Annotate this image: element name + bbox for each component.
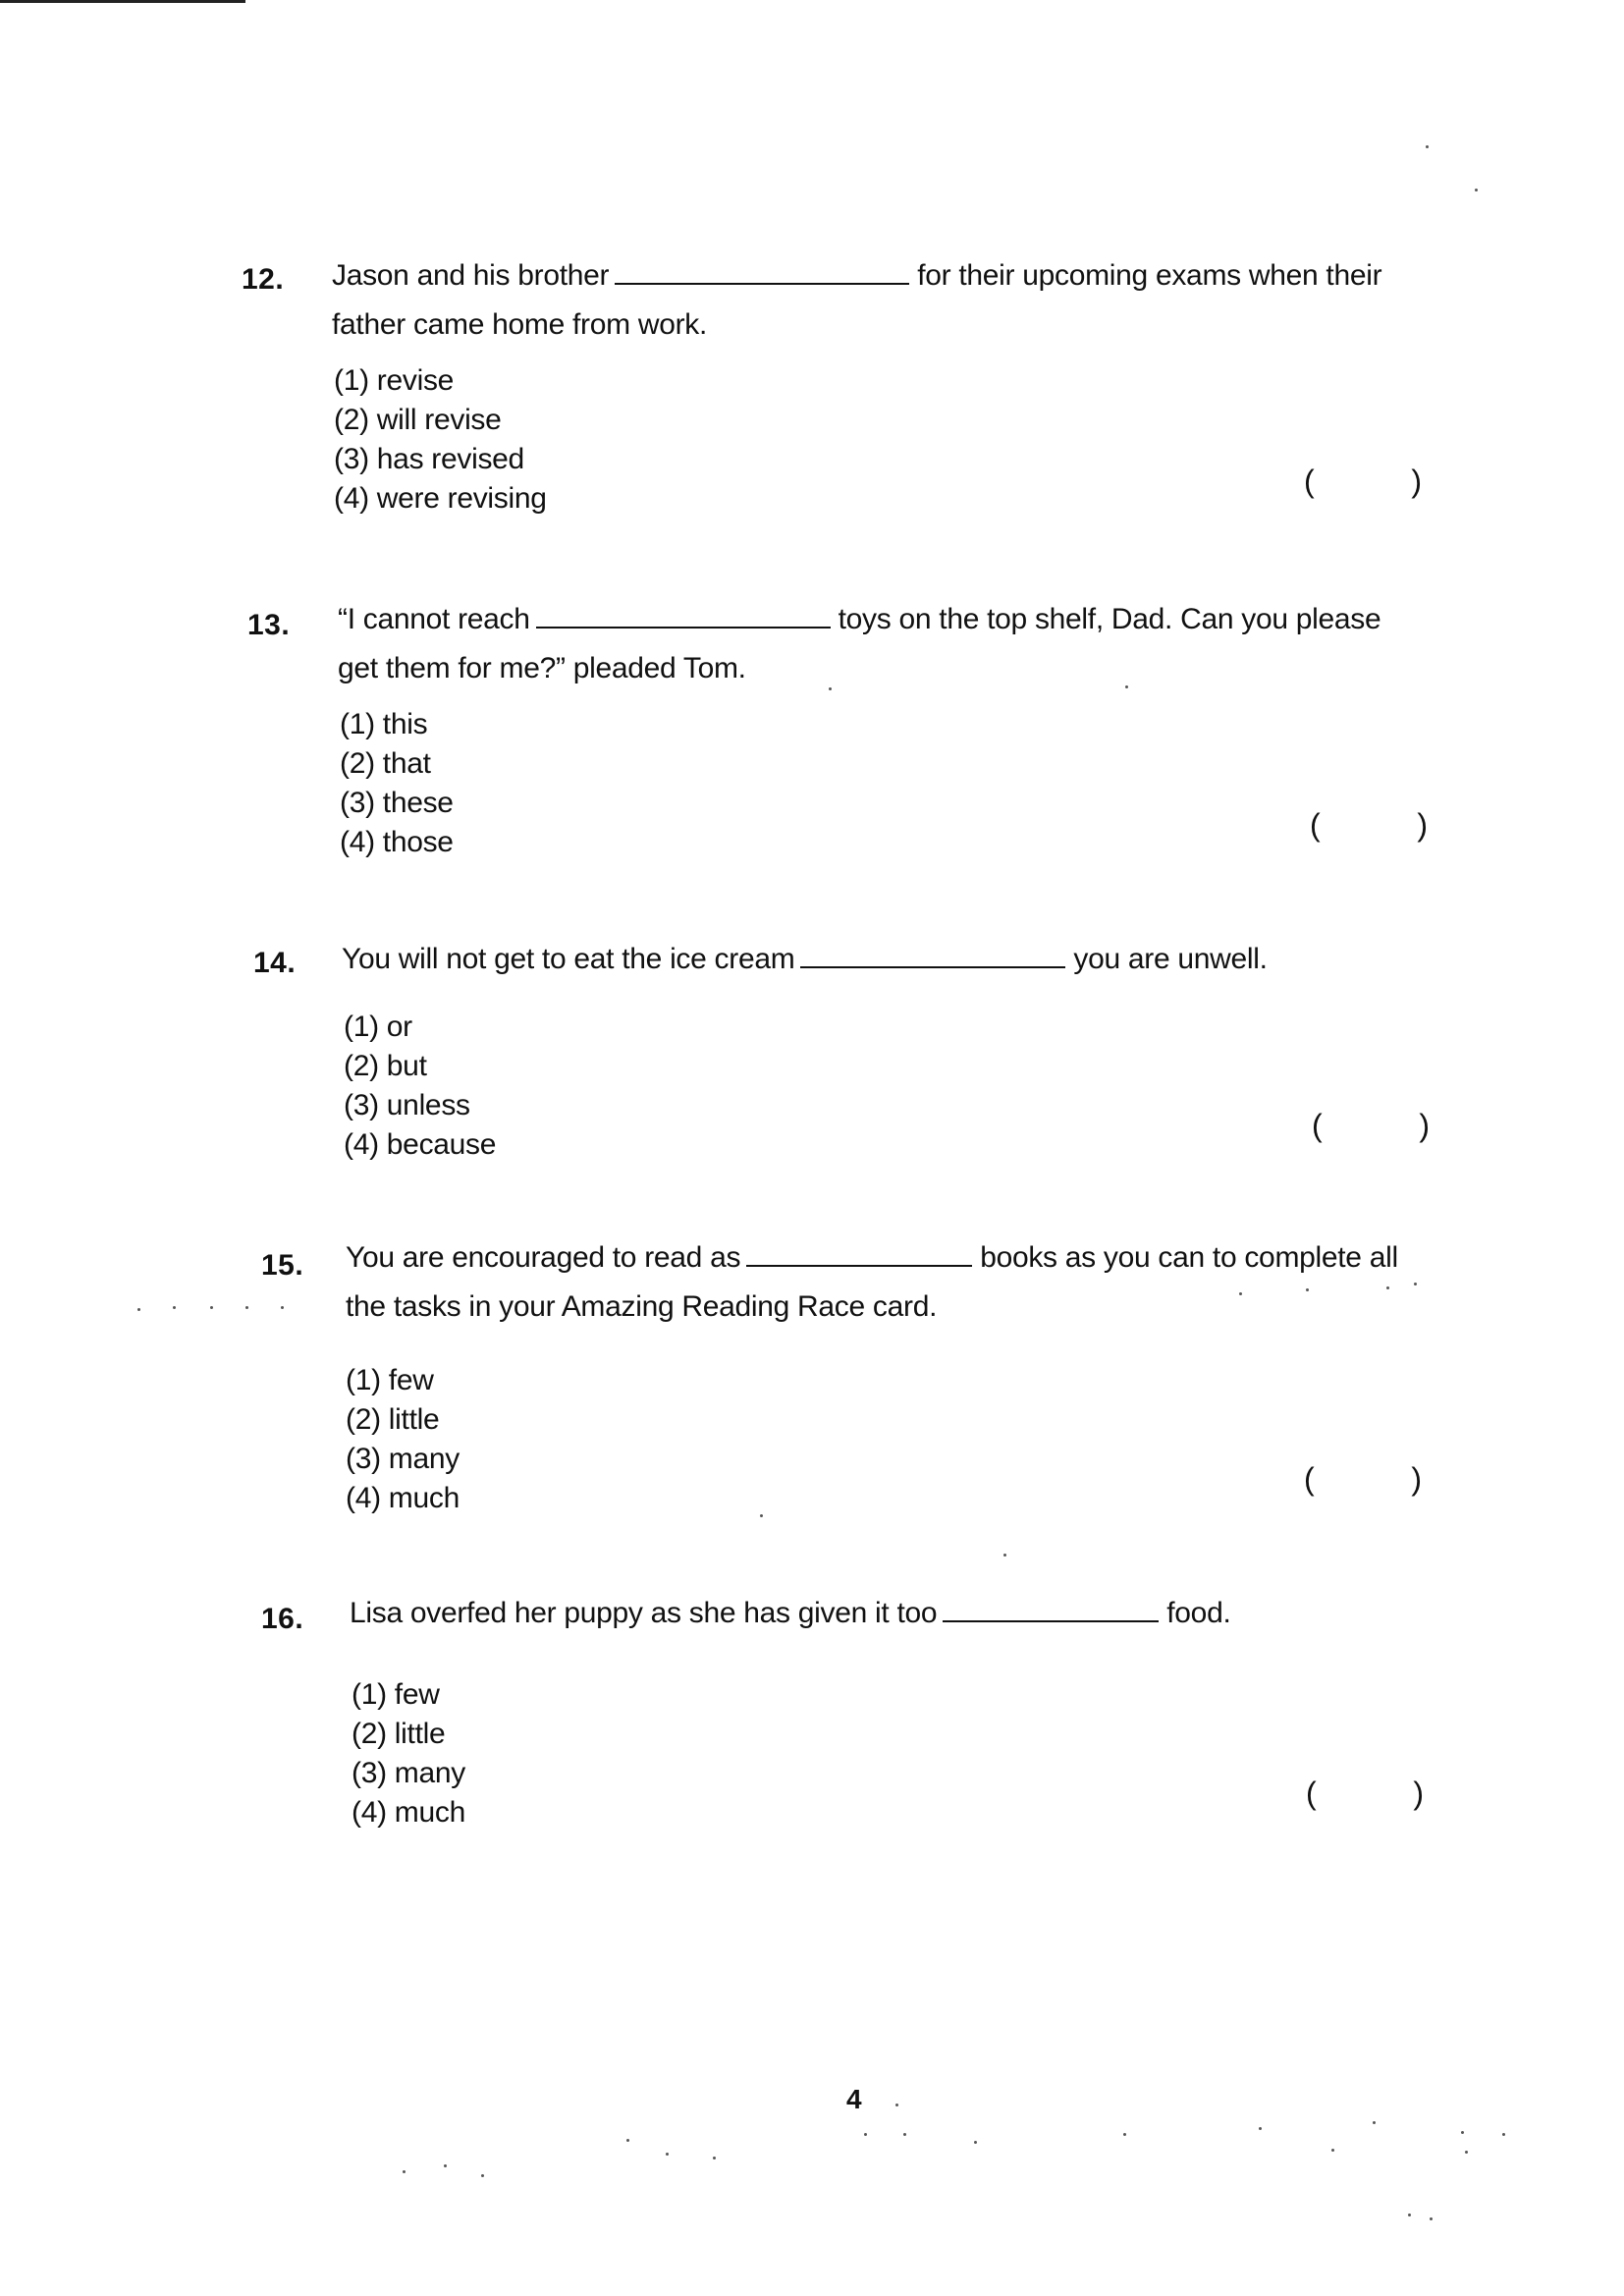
option-1: (1) few xyxy=(352,1678,440,1711)
bracket-open: ( xyxy=(1312,1108,1323,1143)
question-stem xyxy=(350,1589,1439,1638)
answer-bracket[interactable] xyxy=(1304,1461,1422,1498)
stem-text-before: Lisa overfed her puppy as she has given it too xyxy=(350,1597,938,1629)
stem-text-before: Jason and his brother xyxy=(332,259,610,292)
option-list xyxy=(352,1675,465,1832)
option-list xyxy=(334,361,547,519)
question-number: 12. xyxy=(242,263,285,296)
option-3: (3) many xyxy=(352,1757,465,1789)
stem-text-before: You are encouraged to read as xyxy=(346,1241,741,1274)
bracket-open: ( xyxy=(1304,1461,1315,1497)
option-4: (4) because xyxy=(344,1128,497,1161)
option-3: (3) many xyxy=(346,1443,460,1475)
bracket-close: ) xyxy=(1411,1461,1422,1497)
question-stem xyxy=(338,595,1428,693)
option-list xyxy=(340,705,454,862)
page-number: 4 xyxy=(846,2084,862,2114)
stem-text-before: You will not get to eat the ice cream xyxy=(342,943,795,975)
bracket-open: ( xyxy=(1310,807,1321,843)
question-stem xyxy=(342,935,1432,984)
question-number: 15. xyxy=(261,1249,304,1282)
option-1: (1) or xyxy=(344,1011,412,1043)
option-4: (4) much xyxy=(352,1796,465,1829)
answer-blank xyxy=(800,941,1065,968)
answer-bracket[interactable] xyxy=(1304,464,1422,500)
bracket-close: ) xyxy=(1411,464,1422,499)
option-2: (2) little xyxy=(352,1718,446,1750)
option-4: (4) much xyxy=(346,1482,460,1514)
stem-text-after: you are unwell. xyxy=(1073,943,1268,975)
answer-bracket[interactable] xyxy=(1310,807,1428,844)
bracket-open: ( xyxy=(1304,464,1315,499)
answer-blank xyxy=(615,257,909,285)
answer-blank xyxy=(536,601,831,629)
option-3: (3) has revised xyxy=(334,443,524,475)
stem-text-after: food. xyxy=(1166,1597,1231,1629)
question-stem xyxy=(346,1233,1435,1332)
option-3: (3) unless xyxy=(344,1089,470,1121)
stem-text-after: books as you can to complete all the tasks in your Amazing Reading Race card. xyxy=(346,1241,1398,1323)
bracket-close: ) xyxy=(1417,807,1428,843)
option-2: (2) will revise xyxy=(334,404,502,436)
top-rule xyxy=(0,0,245,3)
option-3: (3) these xyxy=(340,787,454,819)
option-4: (4) were revising xyxy=(334,482,547,515)
stem-text-after: for their upcoming exams when their father came home from work. xyxy=(332,259,1382,341)
bracket-close: ) xyxy=(1413,1776,1424,1811)
bracket-close: ) xyxy=(1419,1108,1430,1143)
option-1: (1) few xyxy=(346,1364,434,1396)
question-number: 14. xyxy=(253,947,297,979)
answer-blank xyxy=(943,1595,1159,1622)
answer-blank xyxy=(746,1239,972,1267)
answer-bracket[interactable] xyxy=(1306,1776,1424,1812)
stem-text-after: toys on the top shelf, Dad. Can you please get them for me?” pleaded Tom. xyxy=(338,603,1381,684)
option-2: (2) little xyxy=(346,1403,440,1436)
question-number: 13. xyxy=(247,609,291,641)
question-stem xyxy=(332,251,1422,350)
option-4: (4) those xyxy=(340,826,454,858)
question-number: 16. xyxy=(261,1603,304,1635)
stem-text-before: “I cannot reach xyxy=(338,603,530,635)
bracket-open: ( xyxy=(1306,1776,1317,1811)
option-list xyxy=(346,1361,460,1518)
option-1: (1) revise xyxy=(334,364,455,397)
option-1: (1) this xyxy=(340,708,428,740)
option-2: (2) but xyxy=(344,1050,427,1082)
answer-bracket[interactable] xyxy=(1312,1108,1430,1144)
option-2: (2) that xyxy=(340,747,431,780)
option-list xyxy=(344,1008,496,1165)
